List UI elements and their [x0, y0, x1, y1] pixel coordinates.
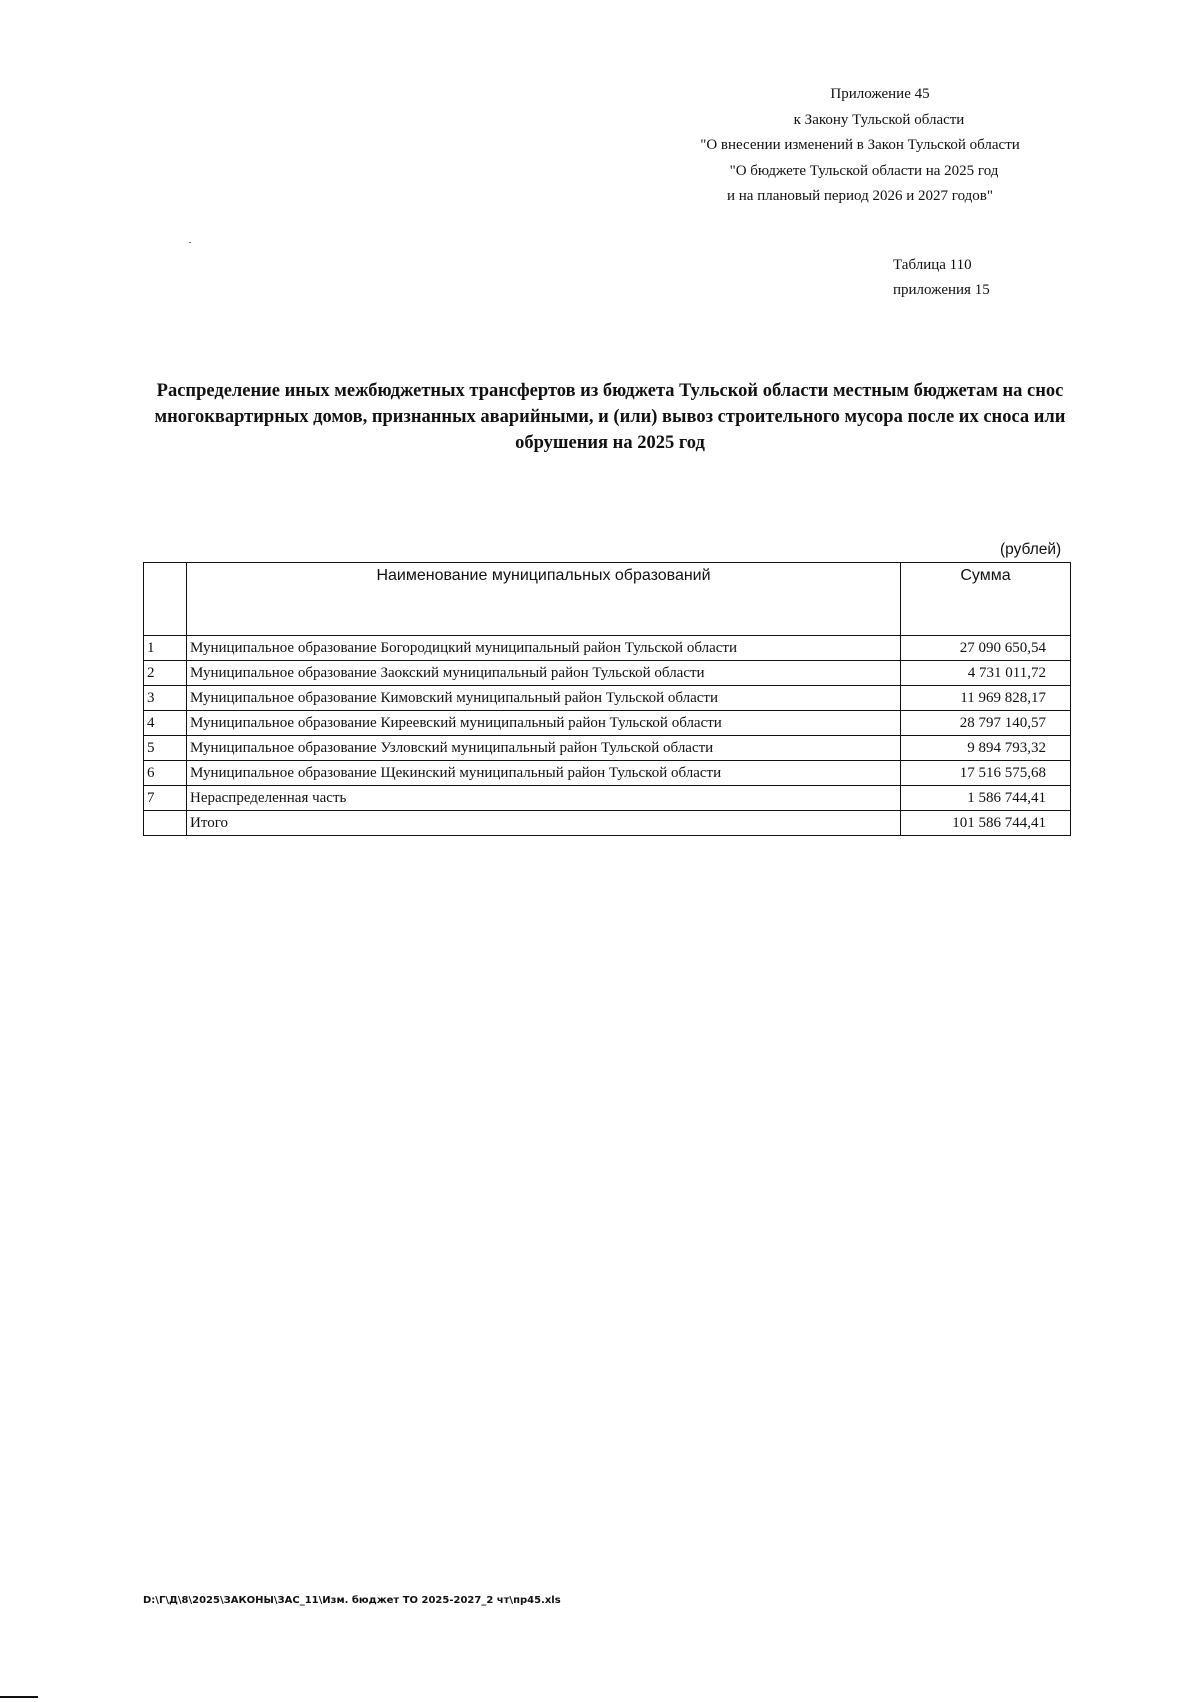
row-name: Муниципальное образование Богородицкий муниципальный район Тульской области: [187, 636, 901, 661]
document-title: Распределение иных межбюджетных трансфертов из бюджета Тульской области местным бюджетам на снос многоквартирных домов, признанных аварийными, и (или) вывоз строительного мусора после их сноса или обрушения на 2025 год: [154, 381, 1066, 453]
appendix-line: "О внесении изменений в Закон Тульской области: [700, 137, 1020, 153]
table-row: [144, 636, 1071, 661]
appendix-header: [600, 82, 1120, 210]
file-path-footer: D:\Г\Д\8\2025\ЗАКОНЫ\ЗАС_11\Изм. бюджет ТО 2025-2027_2 чт\пр45.xls: [143, 1595, 561, 1606]
row-name: Муниципальное образование Узловский муниципальный район Тульской области: [187, 736, 901, 761]
table-row: [144, 786, 1071, 811]
row-num: 2: [144, 661, 187, 686]
row-sum: 27 090 650,54: [901, 636, 1071, 661]
total-num: [144, 811, 187, 836]
row-num: 3: [144, 686, 187, 711]
row-name: Муниципальное образование Щекинский муниципальный район Тульской области: [187, 761, 901, 786]
appendix-line: и на плановый период 2026 и 2027 годов": [727, 188, 993, 204]
appendix-line: "О бюджете Тульской области на 2025 год: [729, 162, 999, 179]
table-header-row: [144, 563, 1071, 636]
row-sum: 1 586 744,41: [901, 786, 1071, 811]
header-name: Наименование муниципальных образований: [187, 563, 901, 636]
table-reference: [893, 253, 990, 303]
row-num: 6: [144, 761, 187, 786]
row-sum: 17 516 575,68: [901, 761, 1071, 786]
row-name: Нераспределенная часть: [187, 786, 901, 811]
row-name: Муниципальное образование Заокский муниципальный район Тульской области: [187, 661, 901, 686]
table-row: [144, 711, 1071, 736]
row-num: 4: [144, 711, 187, 736]
total-sum: 101 586 744,41: [901, 811, 1071, 836]
total-name: Итого: [187, 811, 901, 836]
appendix-number: приложения 15: [893, 282, 990, 298]
appendix-line: Приложение 45: [830, 86, 930, 102]
row-num: 7: [144, 786, 187, 811]
table-row: [144, 686, 1071, 711]
table-row: [144, 661, 1071, 686]
row-sum: 4 731 011,72: [901, 661, 1071, 686]
table-row: [144, 736, 1071, 761]
row-name: Муниципальное образование Кимовский муниципальный район Тульской области: [187, 686, 901, 711]
row-name: Муниципальное образование Киреевский муниципальный район Тульской области: [187, 711, 901, 736]
table-number: Таблица 110: [893, 257, 972, 273]
appendix-line: к Закону Тульской области: [793, 111, 965, 128]
table-row: [144, 761, 1071, 786]
row-sum: 9 894 793,32: [901, 736, 1071, 761]
distribution-table: [143, 562, 1071, 836]
units-label: (рублей): [1000, 541, 1062, 558]
scan-speck: [189, 242, 191, 243]
header-sum: Сумма: [901, 563, 1071, 636]
row-num: 5: [144, 736, 187, 761]
row-sum: 11 969 828,17: [901, 686, 1071, 711]
row-num: 1: [144, 636, 187, 661]
table-total-row: [144, 811, 1071, 836]
row-sum: 28 797 140,57: [901, 711, 1071, 736]
header-num: [144, 563, 187, 636]
scan-corner-mark: [0, 1696, 38, 1698]
